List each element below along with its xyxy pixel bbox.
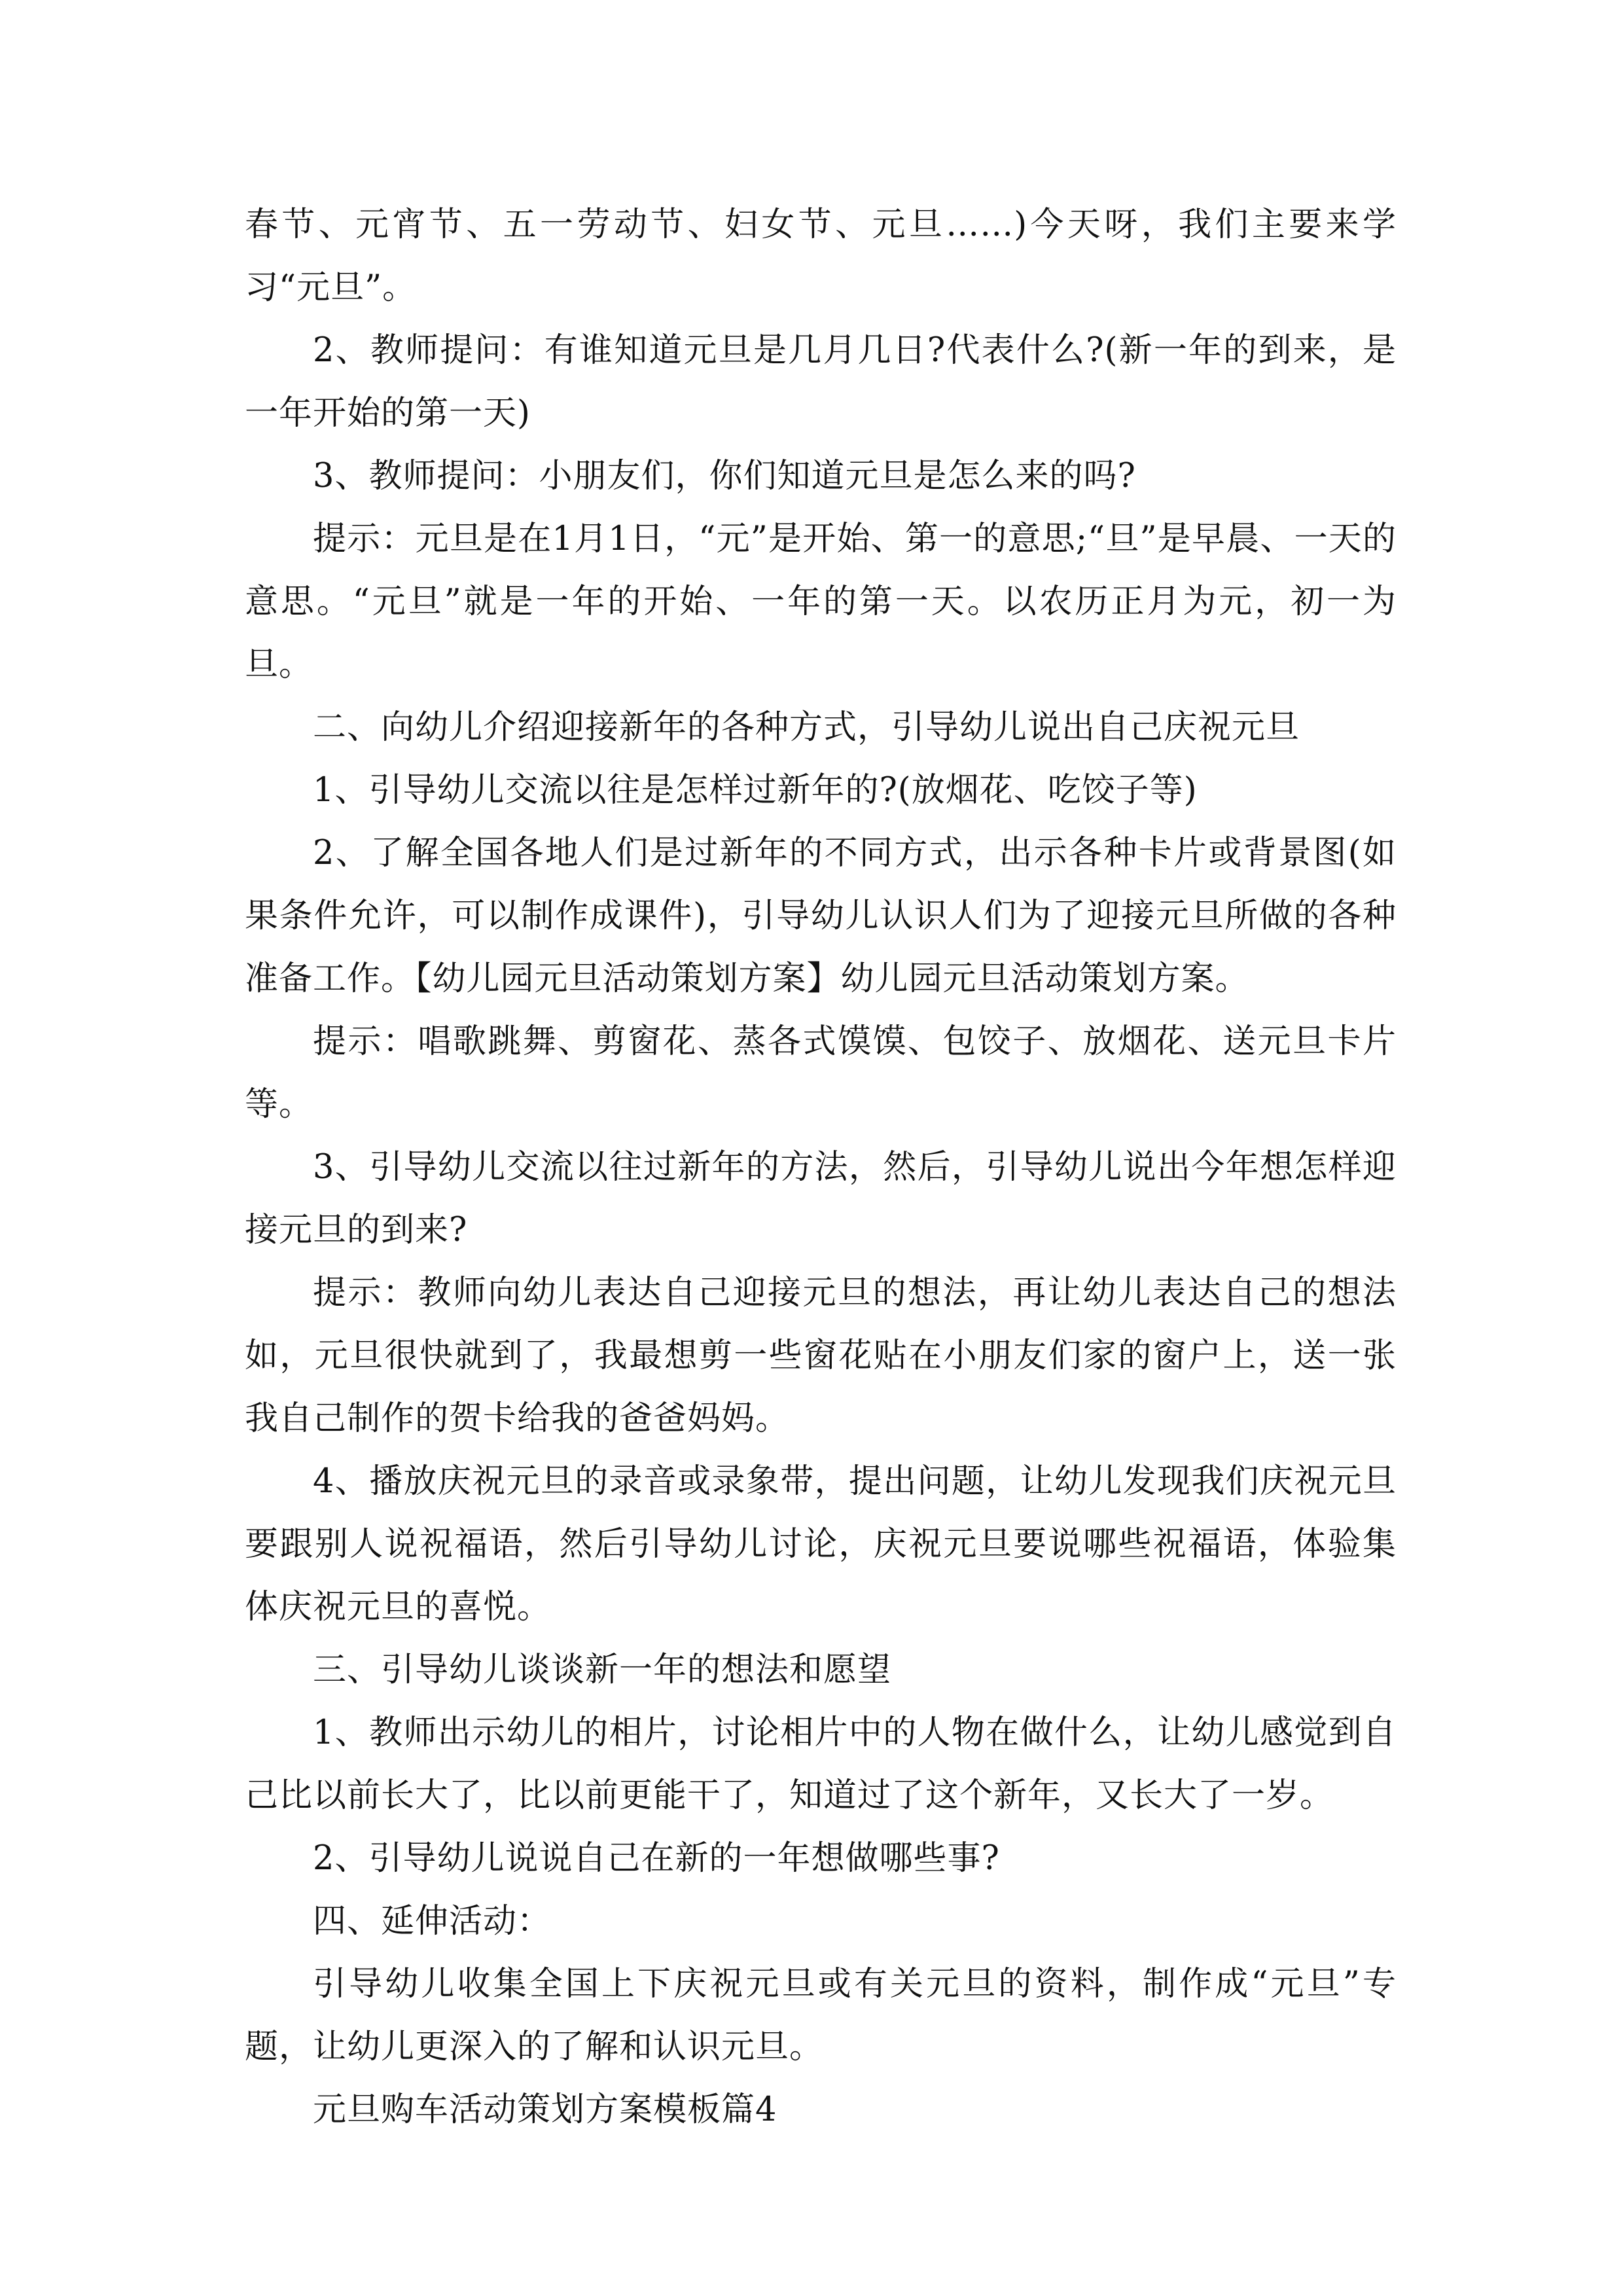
paragraph: 引导幼儿收集全国上下庆祝元旦或有关元旦的资料，制作成“元旦”专题，让幼儿更深入的了解和认识元旦。	[245, 1965, 1397, 2066]
paragraph: 3、教师提问：小朋友们，你们知道元旦是怎么来的吗?	[313, 457, 1136, 495]
paragraph: 提示：唱歌跳舞、剪窗花、蒸各式馍馍、包饺子、放烟花、送元旦卡片等。	[245, 1022, 1397, 1124]
paragraph: 1、教师出示幼儿的相片，讨论相片中的人物在做什么，让幼儿感觉到自己比以前长大了，比以前更能干了，知道过了这个新年，又长大了一岁。	[245, 1713, 1397, 1815]
paragraph: 2、了解全国各地人们是过新年的不同方式，出示各种卡片或背景图(如果条件允许，可以制作成课件)，引导幼儿认识人们为了迎接元旦所做的各种准备工作。【幼儿园元旦活动策划方案】幼儿园元旦活动策划方案。	[245, 834, 1397, 998]
section-heading: 三、引导幼儿谈谈新一年的想法和愿望	[313, 1651, 892, 1689]
paragraph: 4、播放庆祝元旦的录音或录象带，提出问题，让幼儿发现我们庆祝元旦要跟别人说祝福语，然后引导幼儿讨论，庆祝元旦要说哪些祝福语，体验集体庆祝元旦的喜悦。	[245, 1462, 1397, 1626]
paragraph: 春节、元宵节、五一劳动节、妇女节、元旦……)今天呀，我们主要来学习“元旦”。	[245, 206, 1397, 307]
paragraph: 1、引导幼儿交流以往是怎样过新年的?(放烟花、吃饺子等)	[313, 771, 1198, 810]
paragraph: 提示：元旦是在1月1日，“元”是开始、第一的意思;“旦”是早晨、一天的意思。“元旦”就是一年的开始、一年的第一天。以农历正月为元，初一为旦。	[245, 520, 1397, 684]
paragraph: 2、教师提问：有谁知道元旦是几月几日?代表什么?(新一年的到来，是一年开始的第一天)	[245, 331, 1397, 433]
paragraph: 2、引导幼儿说说自己在新的一年想做哪些事?	[313, 1839, 1000, 1878]
document-title: 元旦购车活动策划方案模板篇4	[313, 2090, 777, 2129]
document-body	[245, 194, 1397, 2142]
paragraph: 提示：教师向幼儿表达自己迎接元旦的想法，再让幼儿表达自己的想法如，元旦很快就到了，我最想剪一些窗花贴在小朋友们家的窗户上，送一张我自己制作的贺卡给我的爸爸妈妈。	[245, 1274, 1397, 1438]
section-heading: 四、延伸活动：	[313, 1902, 552, 1941]
section-heading: 二、向幼儿介绍迎接新年的各种方式，引导幼儿说出自己庆祝元旦	[313, 708, 1300, 747]
paragraph: 3、引导幼儿交流以往过新年的方法，然后，引导幼儿说出今年想怎样迎接元旦的到来?	[245, 1148, 1397, 1249]
